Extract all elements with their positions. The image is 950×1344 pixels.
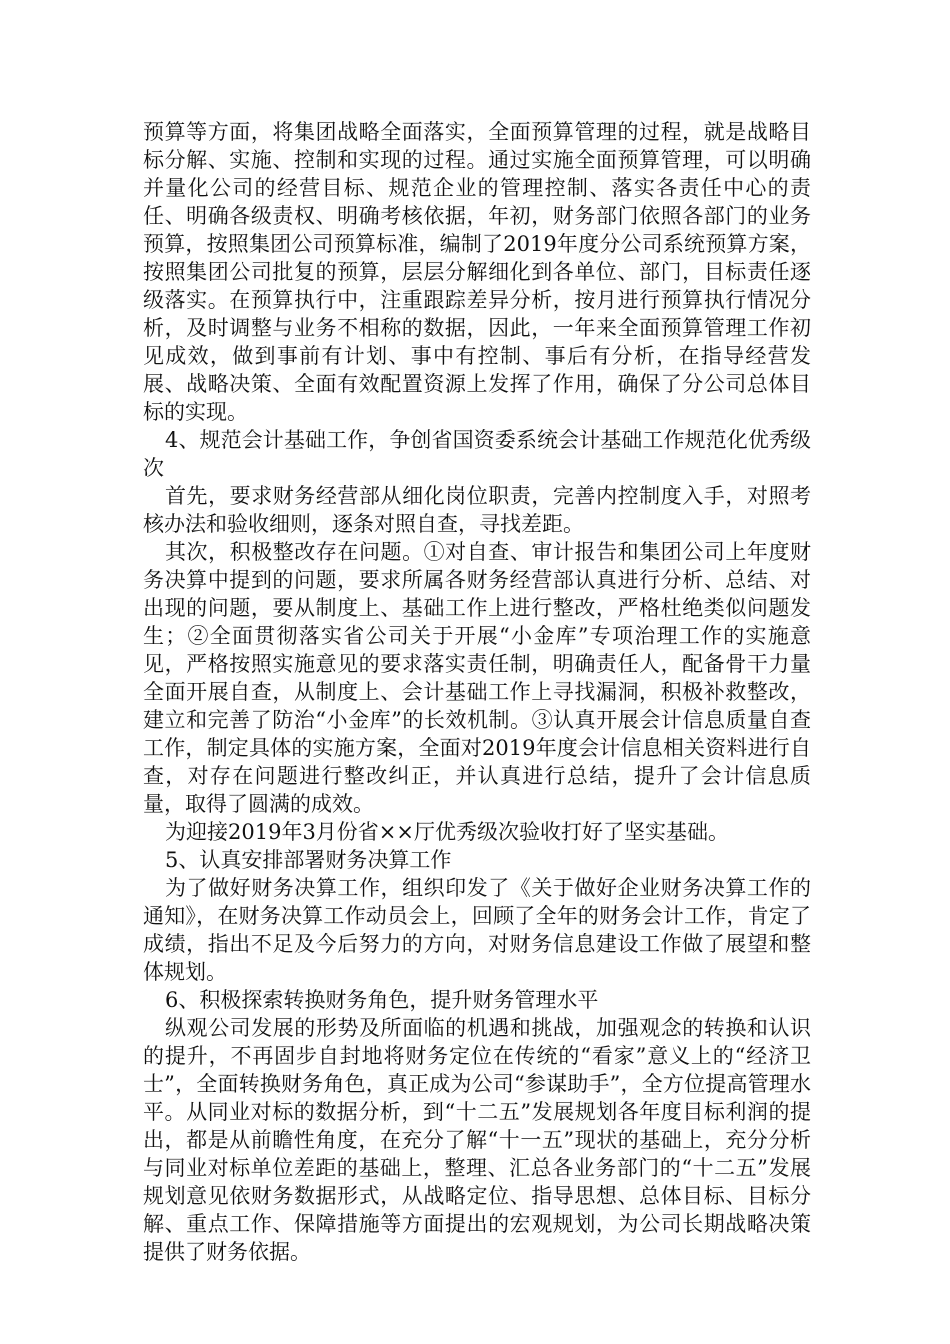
paragraph-rectification: 其次，积极整改存在问题。①对自查、审计报告和集团公司上年度财务决算中提到的问题，要求所属各财务经营部认真进行分析、总结、对出现的问题，要从制度上、基础工作上进行整改，严格杜绝类似问题发生；②全面贯彻落实省公司关于开展“小金库”专项治理工作的实施意见，严格按照实施意见的要求落实责任制，明确责任人，配备骨干力量全面开展自查，从制度上、会计基础工作上寻找漏洞，积极补救整改，建立和完善了防治“小金库”的长效机制。③认真开展会计信息质量自查工作，制定具体的实施方案，全面对2019年度会计信息相关资料进行自查，对存在问题进行整改纠正，并认真进行总结，提升了会计信息质量，取得了圆满的成效。 xyxy=(143,540,811,816)
heading-finance-role: 6、积极探索转换财务角色，提升财务管理水平 xyxy=(165,988,599,1012)
paragraph-final-accounts: 为了做好财务决算工作，组织印发了《关于做好企业财务决算工作的通知》，在财务决算工作动员会上，回顾了全年的财务会计工作，肯定了成绩，指出不足及今后努力的方向，对财务信息建设工作做了展望和整体规划。 xyxy=(143,876,811,984)
heading-final-accounts: 5、认真安排部署财务决算工作 xyxy=(165,848,452,872)
paragraph-budget-management: 预算等方面，将集团战略全面落实，全面预算管理的过程，就是战略目标分解、实施、控制和实现的过程。通过实施全面预算管理，可以明确并量化公司的经营目标、规范企业的管理控制、落实各责任中心的责任、明确各级责权、明确考核依据，年初，财务部门依照各部门的业务预算，按照集团公司预算标准，编制了2019年度分公司系统预算方案，按照集团公司批复的预算，层层分解细化到各单位、部门，目标责任逐级落实。在预算执行中，注重跟踪差异分析，按月进行预算执行情况分析，及时调整与业务不相称的数据，因此，一年来全面预算管理工作初见成效，做到事前有计划、事中有控制、事后有分析，在指导经营发展、战略决策、全面有效配置资源上发挥了作用，确保了分公司总体目标的实现。 xyxy=(143,120,811,424)
paragraph-first-step: 首先，要求财务经营部从细化岗位职责，完善内控制度入手，对照考核办法和验收细则，逐条对照自查，寻找差距。 xyxy=(143,484,811,536)
paragraph-finance-role: 纵观公司发展的形势及所面临的机遇和挑战，加强观念的转换和认识的提升，不再固步自封地将财务定位在传统的“看家”意义上的“经济卫士”，全面转换财务角色，真正成为公司“参谋助手”，全方位提高管理水平。从同业对标的数据分析，到“十二五”发展规划各年度目标利润的提出，都是从前瞻性角度，在充分了解“十一五”现状的基础上，充分分析与同业对标单位差距的基础上，整理、汇总各业务部门的“十二五”发展规划意见依财务数据形式，从战略定位、指导思想、总体目标、目标分解、重点工作、保障措施等方面提出的宏观规划，为公司长期战略决策提供了财务依据。 xyxy=(143,1016,811,1264)
paragraph-acceptance-foundation: 为迎接2019年3月份省××厅优秀级次验收打好了坚实基础。 xyxy=(165,820,729,844)
document-page xyxy=(143,118,811,1266)
heading-accounting-basics: 4、规范会计基础工作，争创省国资委系统会计基础工作规范化优秀级次 xyxy=(143,428,811,480)
